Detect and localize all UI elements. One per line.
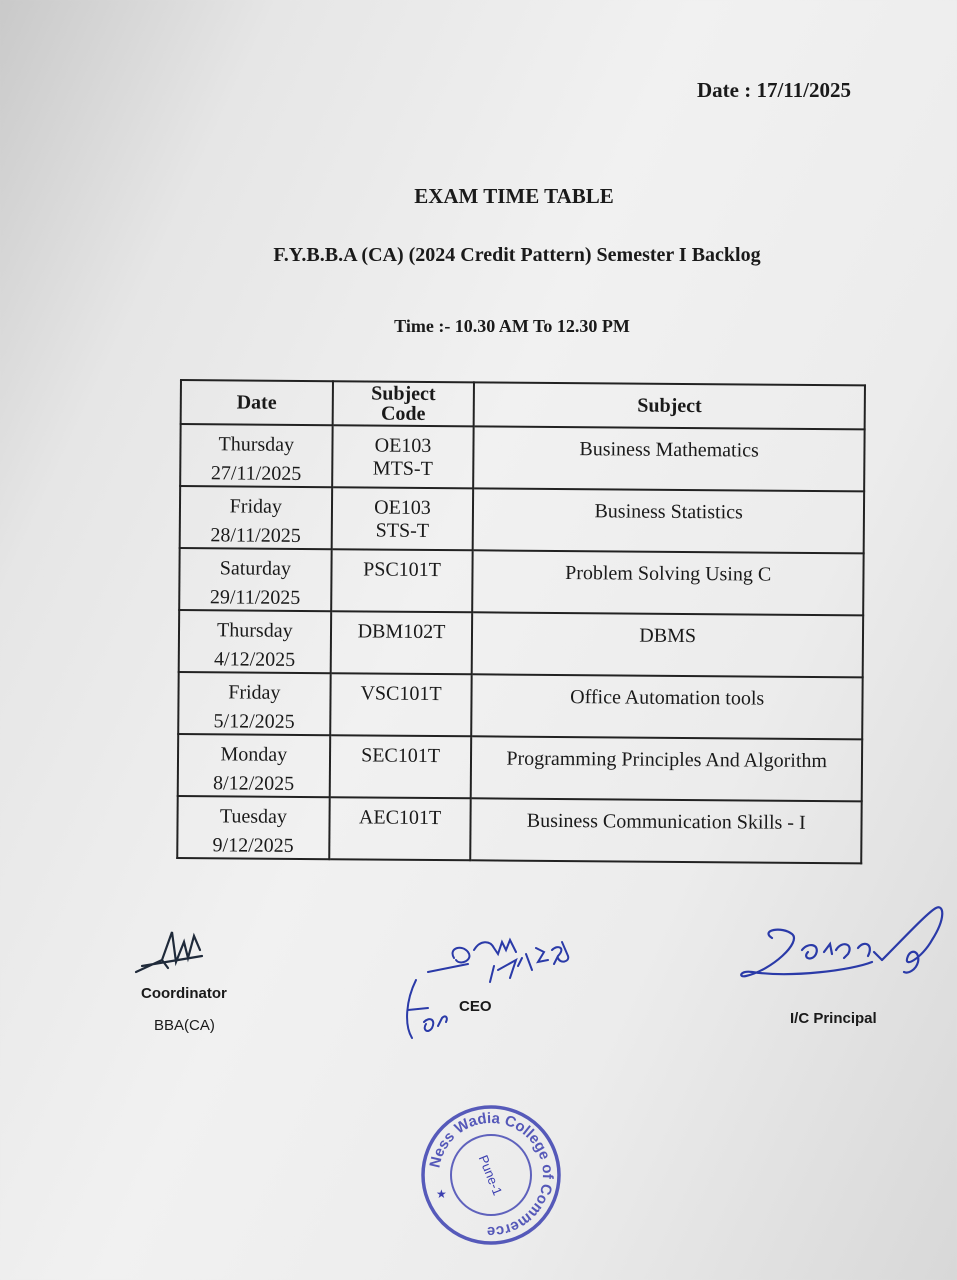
code: PSC101T — [363, 558, 442, 582]
ceo-label: CEO — [459, 998, 492, 1015]
code-suffix: STS-T — [375, 519, 430, 542]
date: 8/12/2025 — [213, 772, 295, 795]
subject: Business Statistics — [594, 500, 743, 524]
date: 4/12/2025 — [213, 648, 296, 671]
table-row — [179, 610, 863, 677]
college-seal-stamp — [418, 1102, 564, 1248]
date: 29/11/2025 — [209, 586, 301, 609]
date: 5/12/2025 — [213, 710, 295, 733]
code: OE103 — [374, 434, 432, 457]
header-date: Date — [181, 380, 333, 425]
principal-signature — [732, 900, 947, 990]
code: DBM102T — [357, 620, 446, 644]
code: SEC101T — [361, 744, 441, 768]
date: 9/12/2025 — [212, 834, 294, 857]
date-cell — [179, 610, 331, 673]
code-cell — [331, 549, 473, 612]
subject-cell — [472, 674, 863, 739]
table-row — [179, 548, 863, 615]
subject-cell — [471, 798, 862, 863]
code-cell — [329, 797, 471, 860]
subject-cell — [471, 736, 862, 801]
principal-label: I/C Principal — [790, 1010, 877, 1027]
svg-text:★: ★ — [436, 1187, 447, 1201]
code: OE103 — [374, 496, 431, 519]
document-title: EXAM TIME TABLE — [414, 184, 614, 208]
header-subject-code — [332, 381, 474, 426]
code-cell — [329, 735, 471, 798]
table-row — [180, 424, 864, 491]
day: Monday — [220, 743, 288, 766]
day: Friday — [229, 495, 283, 518]
table-row — [177, 796, 861, 863]
subject-cell — [472, 612, 863, 677]
date-cell — [180, 424, 332, 487]
subject-cell — [474, 426, 865, 491]
date-cell — [178, 734, 330, 797]
day: Friday — [228, 681, 281, 704]
header-code-line1: Subject — [371, 382, 436, 406]
day: Saturday — [219, 557, 291, 580]
subject: Business Communication Skills - I — [526, 809, 806, 834]
header-subject: Subject — [474, 382, 865, 429]
coordinator-dept: BBA(CA) — [154, 1017, 215, 1034]
table-row — [180, 486, 864, 553]
code-suffix: MTS-T — [372, 457, 433, 480]
date-cell — [178, 672, 330, 735]
header-code-line2: Code — [380, 402, 426, 425]
date-cell — [179, 548, 331, 611]
date: 27/11/2025 — [210, 462, 302, 485]
subject: Problem Solving Using C — [565, 562, 772, 586]
document-subtitle: F.Y.B.B.A (CA) (2024 Credit Pattern) Semester I Backlog — [273, 244, 761, 266]
subject-cell — [473, 488, 864, 553]
date-cell — [177, 796, 329, 859]
code-cell — [331, 487, 473, 550]
coordinator-signature — [132, 922, 212, 978]
day: Thursday — [218, 433, 295, 456]
table-row — [178, 734, 862, 801]
subject-cell — [473, 550, 864, 615]
exam-timetable — [176, 379, 866, 864]
exam-time: Time :- 10.30 AM To 12.30 PM — [394, 316, 630, 336]
code: AEC101T — [358, 806, 442, 830]
code: VSC101T — [360, 682, 442, 706]
ceo-signature — [398, 930, 578, 1045]
subject: DBMS — [639, 624, 697, 648]
code-cell — [330, 673, 472, 736]
subject: Programming Principles And Algorithm — [506, 747, 828, 773]
svg-text:Ness Wadia College of Commerce: Ness Wadia College of Commerce — [426, 1109, 557, 1241]
code-cell — [332, 425, 474, 488]
day: Tuesday — [219, 805, 288, 828]
subject: Business Mathematics — [579, 438, 759, 462]
svg-text:Pune-1: Pune-1 — [475, 1152, 506, 1198]
table-row — [178, 672, 862, 739]
code-cell — [330, 611, 472, 674]
coordinator-label: Coordinator — [141, 985, 227, 1002]
table-header-row — [181, 380, 865, 429]
date-cell — [180, 486, 332, 549]
document-date: Date : 17/11/2025 — [697, 78, 851, 102]
day: Thursday — [217, 619, 293, 642]
date: 28/11/2025 — [210, 524, 301, 547]
subject: Office Automation tools — [570, 686, 765, 710]
